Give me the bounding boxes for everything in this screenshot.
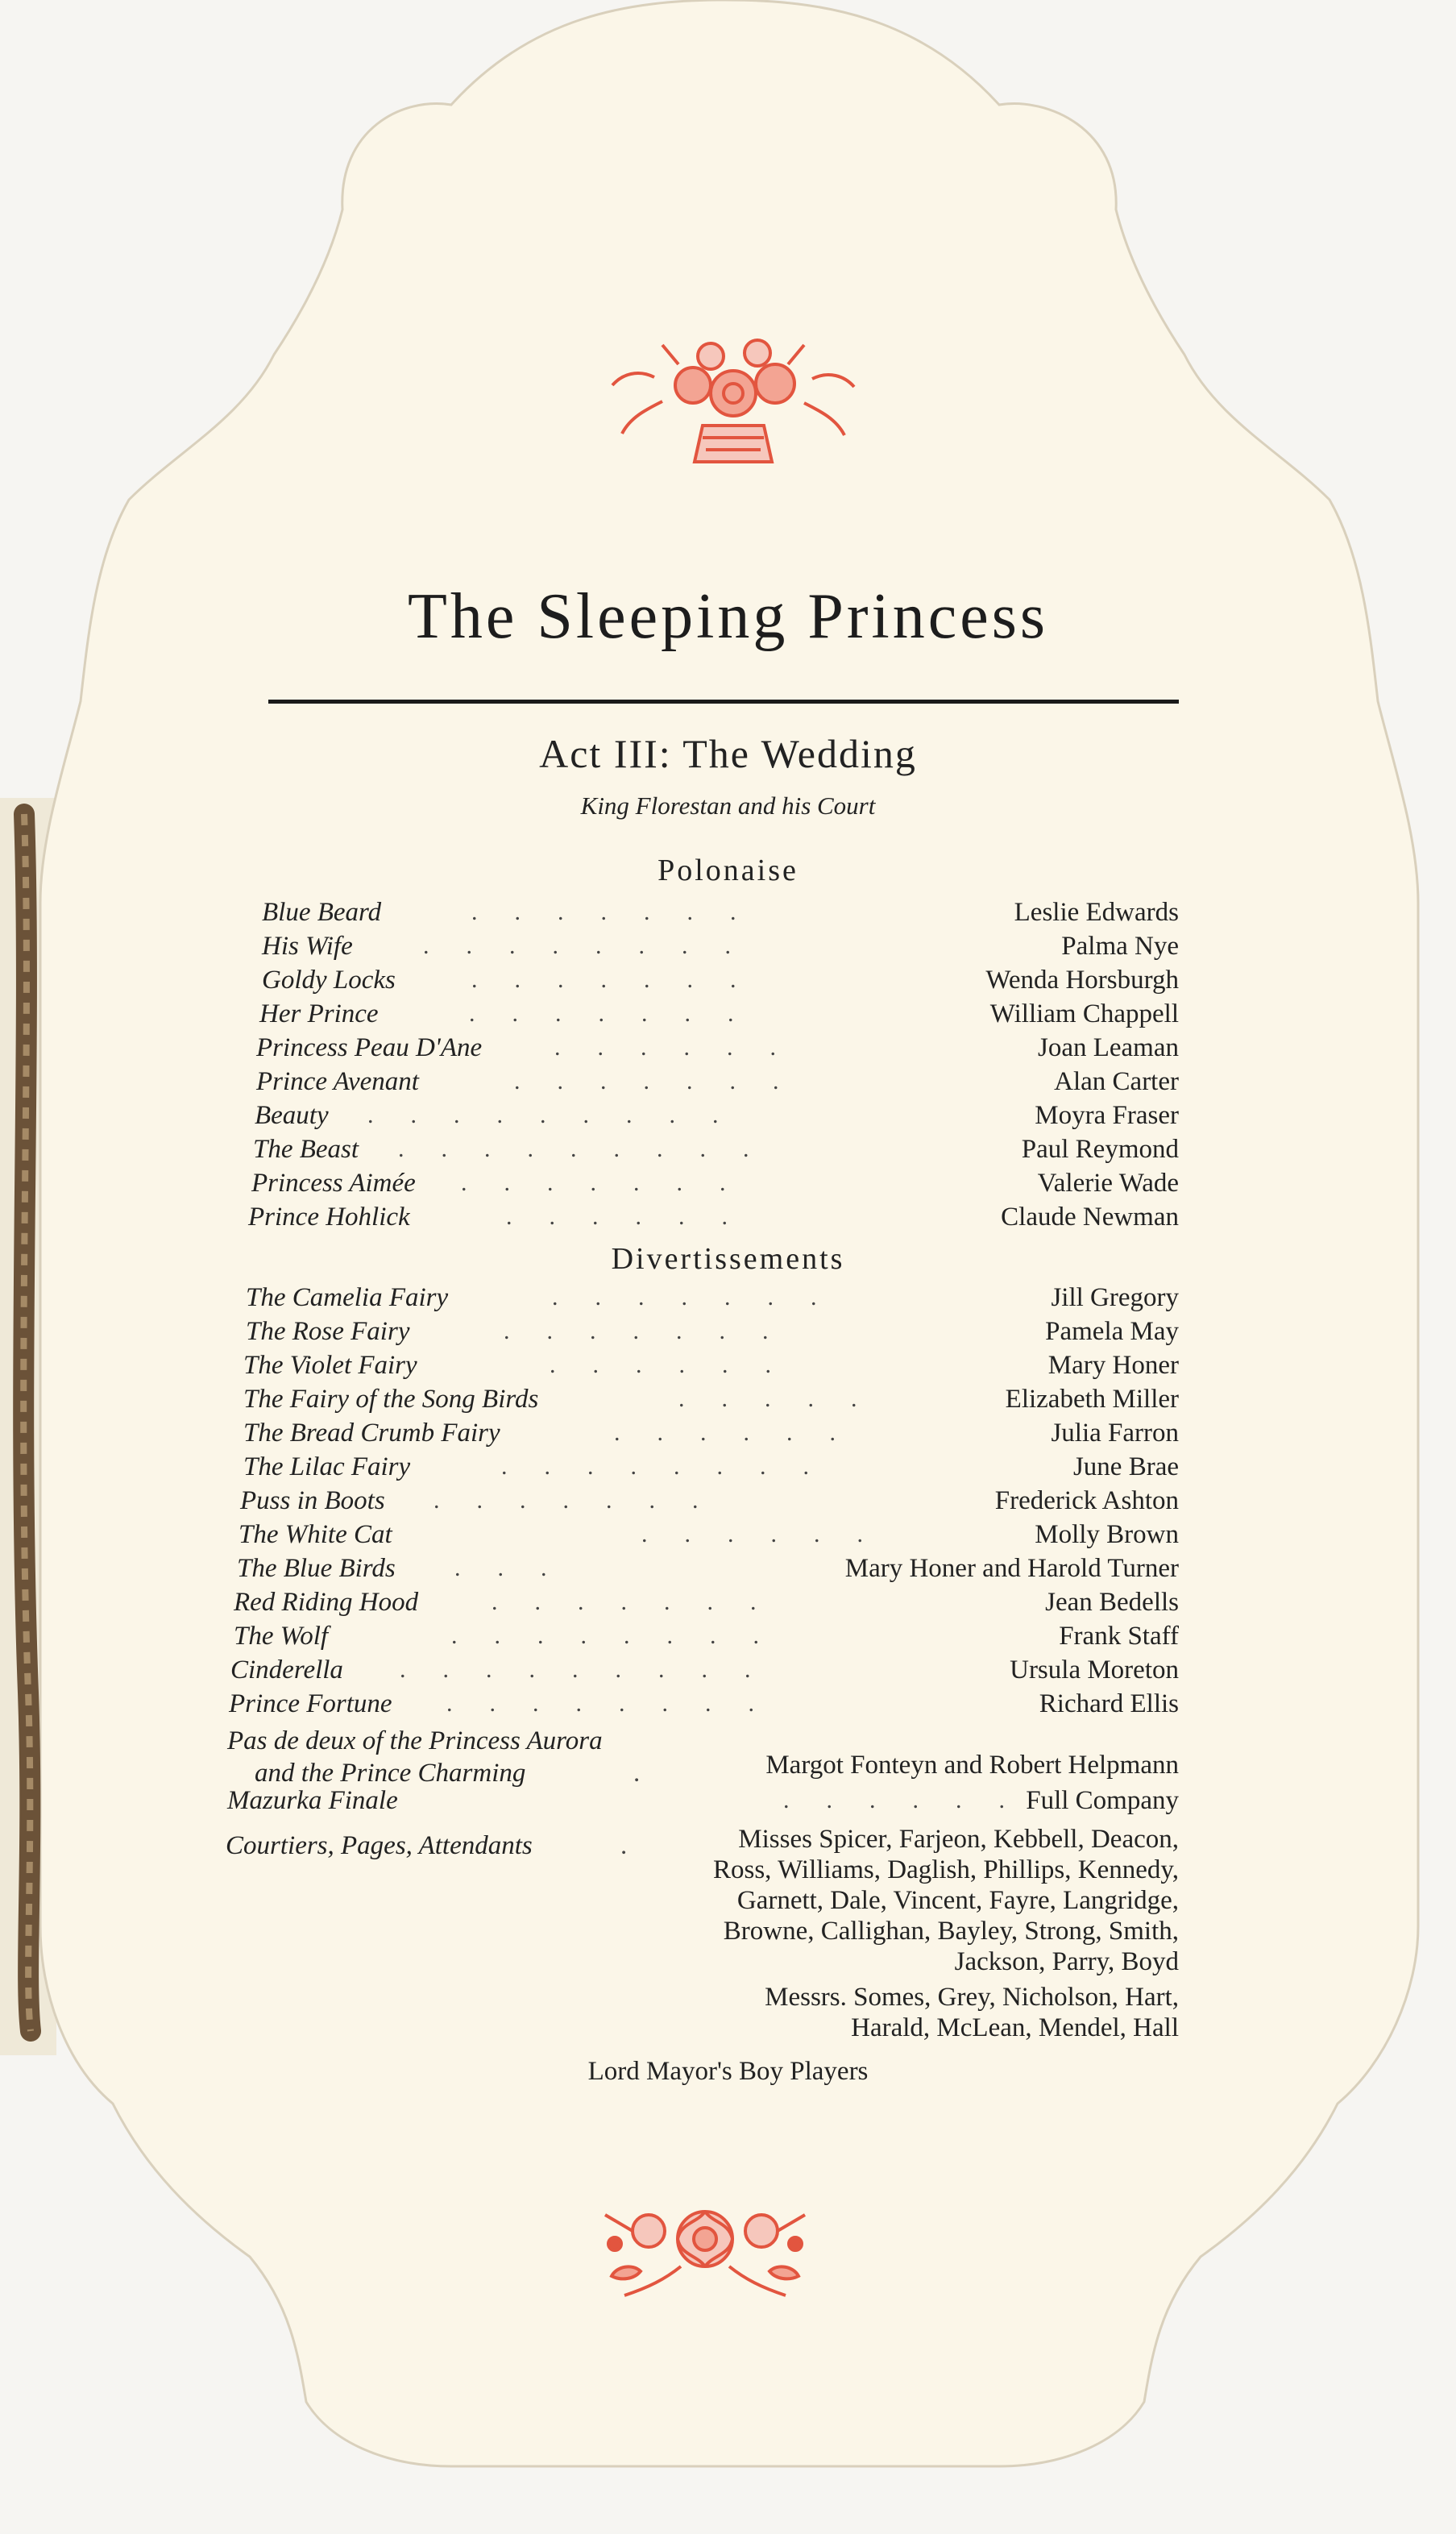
cast-row — [246, 1315, 1179, 1348]
dancer-name: Mary Honer and Harold Turner — [844, 1554, 1179, 1583]
role-name: Her Prince — [259, 999, 379, 1028]
pas-de-deux-role-line1: Pas de deux of the Princess Aurora — [227, 1726, 603, 1755]
pas-de-deux-role-line2: and the Prince Charming — [255, 1759, 526, 1788]
dancer-name: Jean Bedells — [1045, 1588, 1179, 1617]
dot-leader: ...... — [506, 1203, 765, 1230]
role-name: Prince Hohlick — [248, 1203, 410, 1232]
role-name: The White Cat — [239, 1520, 392, 1549]
dot-leader: ......... — [367, 1102, 756, 1128]
dot-leader: ....... — [433, 1487, 736, 1514]
dancer-name: Molly Brown — [1035, 1520, 1179, 1549]
dot-leader: ...... — [550, 1352, 808, 1378]
cast-row — [262, 930, 1179, 962]
cast-row — [246, 1282, 1179, 1314]
cast-row — [243, 1451, 1179, 1483]
dot-leader: ...... — [641, 1521, 900, 1547]
misses-line: Browne, Callighan, Bayley, Strong, Smith, — [723, 1917, 1179, 1946]
role-name: The Camelia Fairy — [246, 1283, 449, 1312]
dot-leader: ...... — [783, 1787, 1042, 1813]
cast-row — [239, 1518, 1179, 1551]
dancer-name: Joan Leaman — [1037, 1033, 1179, 1062]
dancer-name: Claude Newman — [1001, 1203, 1179, 1232]
role-name: Beauty — [255, 1101, 329, 1130]
cast-row — [251, 1167, 1179, 1199]
dot-leader: ....... — [471, 899, 774, 925]
dot-leader: ........ — [451, 1622, 796, 1649]
title-divider — [268, 700, 1179, 704]
dancer-name: Pamela May — [1045, 1317, 1179, 1346]
dancer-name: Mary Honer — [1047, 1351, 1179, 1380]
dancer-name: William Chappell — [989, 999, 1179, 1028]
cast-row — [227, 1784, 1179, 1817]
misses-line: Garnett, Dale, Vincent, Fayre, Langridge, — [736, 1886, 1179, 1915]
cast-row — [262, 964, 1179, 996]
misses-line: Misses Spicer, Farjeon, Kebbell, Deacon, — [738, 1825, 1179, 1854]
messrs-line: Messrs. Somes, Grey, Nicholson, Hart, — [765, 1983, 1179, 2012]
role-name: The Rose Fairy — [246, 1317, 410, 1346]
dot-leader: ......... — [398, 1136, 786, 1162]
dancer-name: Valerie Wade — [1037, 1169, 1179, 1198]
cast-row — [262, 896, 1179, 928]
dancer-name: Paul Reymond — [1021, 1135, 1179, 1164]
dancer-name: Richard Ellis — [1039, 1689, 1179, 1718]
cast-row — [259, 998, 1179, 1030]
cast-row — [256, 1066, 1179, 1098]
role-name: Princess Peau D'Ane — [256, 1033, 483, 1062]
dancer-name: June Brae — [1072, 1452, 1179, 1481]
dancer-name: Full Company — [1026, 1786, 1179, 1815]
dancer-name: Elizabeth Miller — [1005, 1385, 1179, 1414]
role-name: Prince Avenant — [256, 1067, 419, 1096]
cast-row — [229, 1688, 1179, 1720]
dot-leader: ...... — [554, 1034, 813, 1061]
dancer-name: Ursula Moreton — [1010, 1655, 1179, 1684]
flower-basket-ornament-icon — [606, 329, 861, 466]
role-name: Cinderella — [230, 1655, 343, 1684]
court-subtitle: King Florestan and his Court — [580, 791, 876, 820]
polonaise-heading: Polonaise — [657, 854, 799, 887]
pas-de-deux-dancers: Margot Fonteyn and Robert Helpmann — [765, 1751, 1179, 1780]
role-name: Goldy Locks — [262, 966, 396, 995]
role-name: Red Riding Hood — [234, 1588, 419, 1617]
dancer-name: Palma Nye — [1061, 932, 1179, 961]
role-name: His Wife — [262, 932, 353, 961]
cast-row — [237, 1552, 1179, 1585]
dot-leader: ......... — [400, 1656, 788, 1683]
dot-leader: ....... — [471, 966, 774, 993]
role-name: Blue Beard — [262, 898, 382, 927]
role-name: The Lilac Fairy — [243, 1452, 411, 1481]
rose-sprig-ornament-icon — [592, 2183, 818, 2303]
cast-row — [243, 1383, 1179, 1415]
role-name: Prince Fortune — [229, 1689, 392, 1718]
cast-row — [234, 1586, 1179, 1618]
cast-row — [255, 1099, 1179, 1132]
dot-leader: ...... — [614, 1419, 873, 1446]
dot-leader: ........ — [423, 933, 768, 959]
role-name: Mazurka Finale — [227, 1786, 398, 1815]
dot-leader: ....... — [552, 1284, 854, 1311]
role-name: The Fairy of the Song Birds — [243, 1385, 539, 1414]
role-name: The Beast — [253, 1135, 359, 1164]
dot-leader: ... — [454, 1555, 584, 1581]
cast-row — [256, 1032, 1179, 1064]
cast-row — [243, 1349, 1179, 1381]
cast-row — [253, 1133, 1179, 1165]
role-name: The Bread Crumb Fairy — [243, 1419, 500, 1448]
dot-leader: ....... — [492, 1589, 794, 1615]
cast-row — [243, 1417, 1179, 1449]
cast-row — [234, 1620, 1179, 1652]
page-title: The Sleeping Princess — [408, 581, 1048, 652]
dot-leader: . — [620, 1831, 628, 1860]
dancer-name: Julia Farron — [1051, 1419, 1179, 1448]
dot-leader: ....... — [504, 1318, 806, 1344]
dot-leader: ....... — [461, 1169, 763, 1196]
cast-row — [230, 1654, 1179, 1686]
dot-leader: . — [633, 1759, 641, 1788]
dot-leader: ........ — [501, 1453, 846, 1480]
role-name: Princess Aimée — [251, 1169, 416, 1198]
dancer-name: Moyra Fraser — [1035, 1101, 1179, 1130]
misses-line: Jackson, Parry, Boyd — [954, 1947, 1179, 1976]
dancer-name: Leslie Edwards — [1014, 898, 1179, 927]
dot-leader: ........ — [446, 1690, 791, 1717]
cast-row — [248, 1201, 1179, 1233]
dancer-name: Frederick Ashton — [994, 1486, 1179, 1515]
divertissements-heading: Divertissements — [611, 1242, 845, 1276]
misses-line: Ross, Williams, Daglish, Phillips, Kennedy, — [712, 1855, 1179, 1884]
footer-note: Lord Mayor's Boy Players — [587, 2057, 869, 2086]
role-name: The Blue Birds — [237, 1554, 396, 1583]
dot-leader: ..... — [678, 1385, 894, 1412]
dancer-name: Jill Gregory — [1051, 1283, 1179, 1312]
dot-leader: ....... — [469, 1000, 771, 1027]
role-name: The Violet Fairy — [243, 1351, 417, 1380]
dancer-name: Alan Carter — [1054, 1067, 1179, 1096]
role-name: Puss in Boots — [240, 1486, 385, 1515]
cast-row — [240, 1485, 1179, 1517]
act-title: Act III: The Wedding — [539, 731, 917, 776]
courtiers-role: Courtiers, Pages, Attendants — [226, 1831, 533, 1860]
dancer-name: Wenda Horsburgh — [985, 966, 1179, 995]
messrs-line: Harald, McLean, Mendel, Hall — [851, 2013, 1179, 2042]
dot-leader: ....... — [514, 1068, 816, 1095]
role-name: The Wolf — [234, 1622, 329, 1651]
dancer-name: Frank Staff — [1059, 1622, 1179, 1651]
